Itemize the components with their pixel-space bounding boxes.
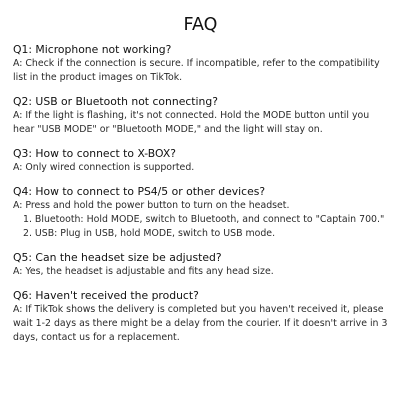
faq-answer: A: If the light is flashing, it's not connected. Hold the MODE button until you hear "USB MODE" or "Bluetooth MODE," and the light will stay on.	[13, 110, 370, 135]
faq-item-q1	[13, 42, 388, 85]
faq-answer: A: If TikTok shows the delivery is completed but you haven't received it, please wait 1-2 days as there might be a delay from the courier. If it doesn't arrive in 3 days, contact us for a replacement.	[13, 304, 388, 343]
faq-question: Q3: How to connect to X-BOX?	[13, 147, 176, 160]
page-title: FAQ	[183, 15, 218, 35]
faq-item-q4	[13, 184, 388, 241]
faq-answer: A: Yes, the headset is adjustable and fits any head size.	[13, 266, 274, 277]
faq-item-q3	[13, 146, 388, 175]
faq-step: 1. Bluetooth: Hold MODE, switch to Bluetooth, and connect to "Captain 700."	[23, 214, 385, 225]
faq-question: Q5: Can the headset size be adjusted?	[13, 251, 222, 264]
faq-item-q2	[13, 94, 388, 137]
faq-question: Q2: USB or Bluetooth not connecting?	[13, 95, 218, 108]
faq-answer: A: Only wired connection is supported.	[13, 162, 195, 173]
faq-answer: A: Check if the connection is secure. If incompatible, refer to the compatibility list in the product images on TikTok.	[13, 58, 380, 83]
faq-step: 2. USB: Plug in USB, hold MODE, switch to USB mode.	[23, 228, 276, 239]
faq-list	[13, 42, 388, 345]
faq-question: Q6: Haven't received the product?	[13, 289, 199, 302]
faq-item-q6	[13, 288, 388, 345]
faq-question: Q1: Microphone not working?	[13, 43, 172, 56]
faq-answer: A: Press and hold the power button to turn on the headset.	[13, 200, 290, 211]
faq-steps-list	[13, 213, 388, 241]
faq-item-q5	[13, 250, 388, 279]
faq-question: Q4: How to connect to PS4/5 or other devices?	[13, 185, 266, 198]
